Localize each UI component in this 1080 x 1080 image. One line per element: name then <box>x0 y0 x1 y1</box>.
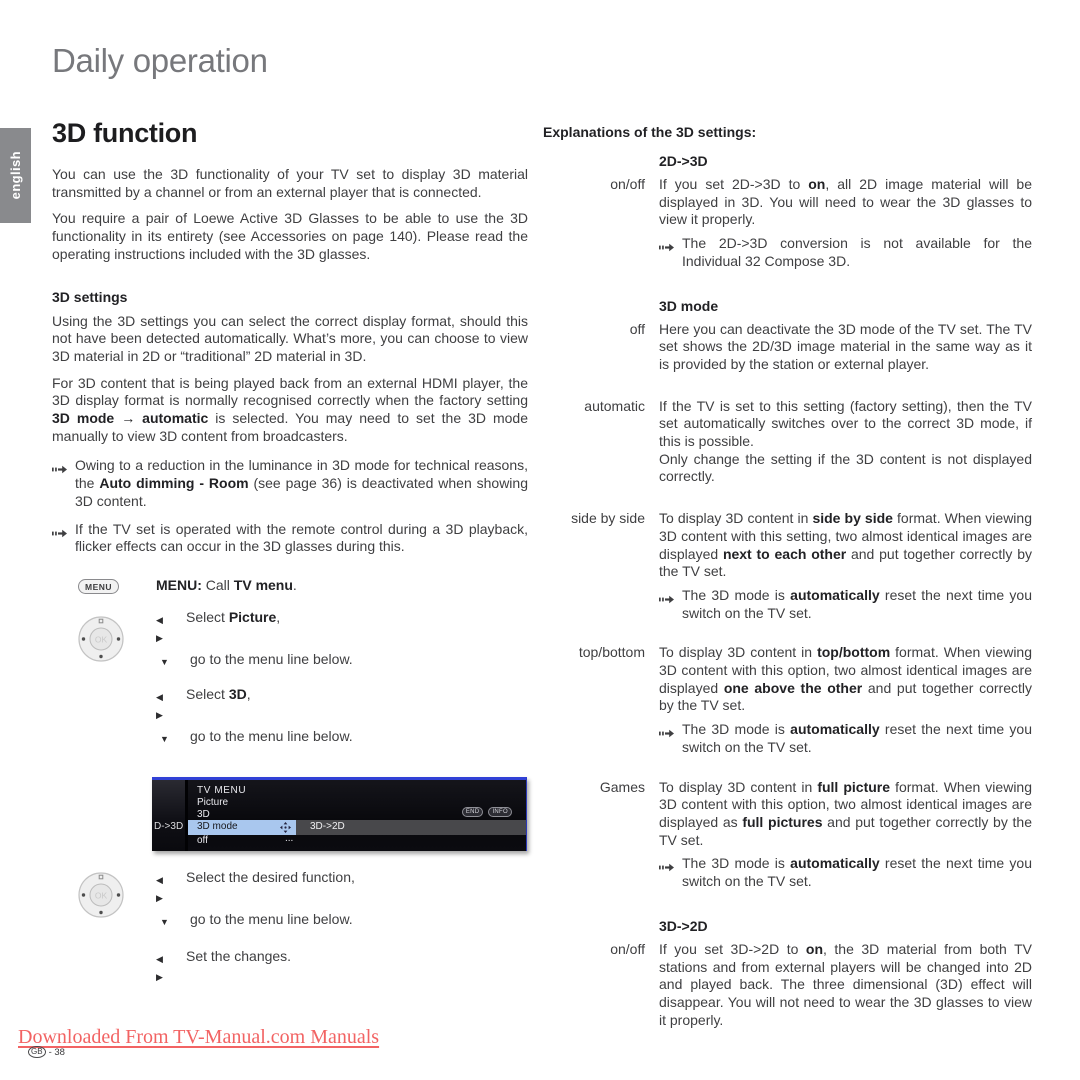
nav-text: go to the menu line below. <box>190 910 353 927</box>
section-title: 3D function <box>52 118 198 148</box>
subsection-heading-3d-settings: 3D settings <box>52 288 128 305</box>
tv-menu-selected-row <box>188 820 526 835</box>
down-arrow-icon: ▼ <box>160 733 169 744</box>
step-icon-cell <box>52 608 156 762</box>
note-item <box>659 587 1032 622</box>
setting-option-label: Games <box>599 778 645 795</box>
paragraph-intro-2: You require a pair of Loewe Active 3D Glasses to be able to use the 3D functionality in its entirety (see Accessories on page 140). Please read the operating instructions included with the 3D glasses. <box>52 210 528 262</box>
step-dpad-1 <box>52 608 528 762</box>
nav-line <box>156 608 528 647</box>
note-arrow-icon <box>52 457 67 510</box>
setting-entry <box>543 176 1032 271</box>
left-right-arrows-icon: ◀ ▶ <box>156 614 166 643</box>
nav-text: go to the menu line below. <box>190 727 353 744</box>
setting-subheading-row <box>543 288 1032 315</box>
nav-text: Select Picture, <box>186 608 281 625</box>
tv-menu-item-3d: 3D <box>197 808 210 820</box>
setting-entry <box>543 644 1032 756</box>
nav-group <box>156 608 528 671</box>
step-icon-cell <box>52 868 156 1000</box>
setting-entry <box>543 398 1032 487</box>
step-icon-cell <box>52 577 156 595</box>
tv-menu-option-off: off <box>197 834 208 846</box>
note-item <box>52 457 528 510</box>
tv-menu-screenshot <box>152 777 527 851</box>
setting-description: Only change the setting if the 3D content is not displayed correctly. <box>659 450 1032 485</box>
setting-option-label: side by side <box>571 510 645 527</box>
right-column <box>543 124 1032 1046</box>
note-item <box>52 521 528 556</box>
language-tab-label: english <box>8 151 23 200</box>
setting-name-3d2d: 3D->2D <box>659 917 708 934</box>
left-right-arrows-icon: ◀ ▶ <box>156 691 166 720</box>
setting-description: Here you can deactivate the 3D mode of the TV set. The TV set shows the 2D/3D image material in the same way as it is provided by the station or external player. <box>659 320 1032 372</box>
note-text: The 3D mode is automatically reset the next time you switch on the TV set. <box>682 721 1032 755</box>
tv-menu-selected-value: 3D->2D <box>310 820 345 832</box>
setting-subheading-row <box>543 908 1032 935</box>
down-arrow-icon: ▼ <box>160 916 169 927</box>
explanations-heading: Explanations of the 3D settings: <box>543 124 757 140</box>
setting-subheading-row <box>543 153 1032 170</box>
nav-text: Select the desired function, <box>186 868 355 885</box>
step-text: MENU: Call TV menu. <box>156 576 297 593</box>
nav-line <box>156 685 528 724</box>
note-arrow-icon <box>52 521 67 556</box>
step-menu <box>52 577 528 595</box>
nav-line <box>156 727 528 748</box>
end-badge: END <box>462 807 484 817</box>
downloaded-from-link[interactable]: Downloaded From TV-Manual.com Manuals <box>18 1026 380 1048</box>
setting-name-3dmode: 3D mode <box>659 297 719 314</box>
svg-text:OK: OK <box>94 634 108 645</box>
setting-entry <box>543 941 1032 1030</box>
setting-option-label: on/off <box>610 176 645 192</box>
setting-option-label: on/off <box>610 940 645 957</box>
info-badge: INFO <box>488 807 512 817</box>
setting-option-label: off <box>629 320 645 337</box>
paragraph-intro-1: You can use the 3D functionality of your TV set to display 3D material transmitted by a channel or from an external player that is connected. <box>52 166 528 200</box>
menu-button-icon: MENU <box>78 579 119 594</box>
note-item <box>659 235 1032 270</box>
chapter-title: Daily operation <box>52 42 268 79</box>
page-number-text: - 38 <box>48 1046 65 1058</box>
tv-menu-highlight <box>188 820 296 835</box>
left-right-arrows-icon: ◀ ▶ <box>156 953 166 982</box>
nav-cross-icon <box>280 822 291 833</box>
tv-menu-selected-label: 3D mode <box>197 820 238 832</box>
page-number <box>28 1046 65 1058</box>
tv-menu-divider <box>185 780 188 851</box>
tv-menu-left-strip <box>152 780 185 851</box>
tv-menu-title: TV MENU <box>197 784 247 796</box>
note-item <box>659 855 1032 890</box>
dpad-icon <box>78 616 124 662</box>
paragraph-settings-1: Using the 3D settings you can select the correct display format, should this not have been detected automatically. What’s more, you can choose to view 3D material in 2D or “traditional” 2D material in 3D. <box>52 312 528 364</box>
nav-group <box>156 947 528 986</box>
left-column <box>52 118 528 1013</box>
note-text: The 3D mode is automatically reset the next time you switch on the TV set. <box>682 855 1032 890</box>
setting-description: To display 3D content in top/bottom format. When viewing 3D content with this option, two almost identical images are displayed one above the other and put together correctly by the TV set. <box>659 644 1032 714</box>
setting-name-2d3d: 2D->3D <box>659 153 708 169</box>
down-arrow-icon: ▼ <box>160 656 169 667</box>
nav-line <box>156 650 528 671</box>
setting-option-label: automatic <box>584 397 645 414</box>
tv-menu-neighbor-option: D->3D <box>154 820 184 832</box>
tv-menu-badges <box>462 807 512 817</box>
note-text: Owing to a reduction in the luminance in 3D mode for technical reasons, the Auto dimming - Room (see page 36) is deactivated when showing 3D content. <box>75 457 528 509</box>
nav-group <box>156 685 528 748</box>
nav-text: Select 3D, <box>186 685 251 702</box>
step-dpad-2 <box>52 868 528 1000</box>
setting-option-label: top/bottom <box>578 644 645 661</box>
setting-entry <box>543 510 1032 622</box>
note-arrow-icon <box>659 235 674 270</box>
dpad-icon <box>78 872 124 918</box>
note-arrow-icon <box>659 721 674 756</box>
nav-text: go to the menu line below. <box>190 650 353 667</box>
language-tab <box>0 128 31 223</box>
setting-description: If you set 3D->2D to on, the 3D material from both TV stations and from external players will be changed into 2D and played back. The three dimensional (3D) effect will disappear. You will not need to wear the 3D glasses to view it properly. <box>659 940 1032 1028</box>
note-text: The 2D->3D conversion is not available for the Individual 32 Compose 3D. <box>682 235 1032 269</box>
tv-menu-dots: ... <box>285 832 294 844</box>
setting-description: If the TV is set to this setting (factory setting), then the TV set automatically switches over to the correct 3D mode, if this is possible. <box>659 397 1032 450</box>
nav-group <box>156 868 528 931</box>
tv-menu-item-picture: Picture <box>197 796 229 808</box>
note-text: If the TV set is operated with the remote control during a 3D playback, flicker effects can occur in the 3D glasses during this. <box>75 520 528 555</box>
nav-line <box>156 910 528 931</box>
nav-line <box>156 868 528 907</box>
setting-description: To display 3D content in full picture format. When viewing 3D content with this option, two almost identical images are displayed as full pictures and put together correctly by the TV set. <box>659 778 1032 848</box>
setting-entry <box>543 779 1032 891</box>
note-arrow-icon <box>659 587 674 622</box>
paragraph-settings-2: For 3D content that is being played back from an external HDMI player, the 3D display format is normally recognised correctly when the factory setting 3D mode → automatic is selected. You may need to set the 3D mode manually to view 3D content from broadcasters. <box>52 374 528 444</box>
note-text: The 3D mode is automatically reset the next time you switch on the TV set. <box>682 586 1032 621</box>
setting-description: If you set 2D->3D to on, all 2D image material will be displayed in 3D. You will need to wear the 3D glasses to view it properly. <box>659 176 1032 228</box>
nav-text: Set the changes. <box>186 947 292 964</box>
svg-text:OK: OK <box>94 890 108 901</box>
setting-description: To display 3D content in side by side format. When viewing 3D content with this setting, two almost identical images are displayed next to each other and put together correctly by the TV set. <box>659 510 1032 580</box>
left-right-arrows-icon: ◀ ▶ <box>156 874 166 903</box>
note-arrow-icon <box>659 855 674 890</box>
setting-entry <box>543 321 1032 374</box>
country-badge: GB <box>28 1046 46 1058</box>
instruction-steps <box>52 577 528 1000</box>
note-item <box>659 721 1032 756</box>
nav-line <box>156 947 528 986</box>
